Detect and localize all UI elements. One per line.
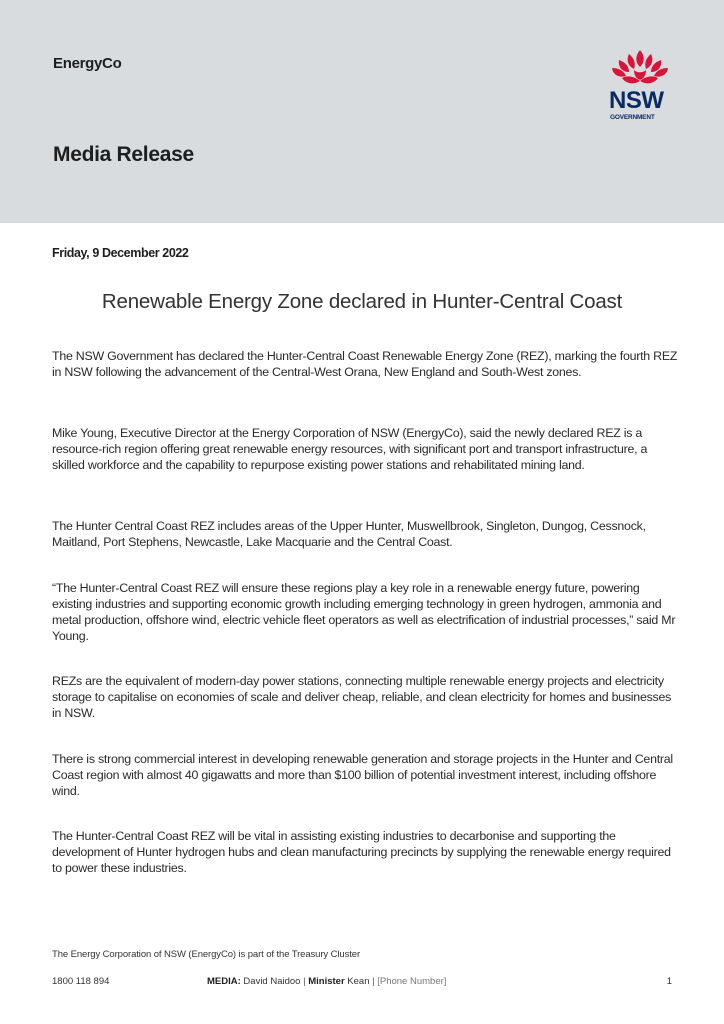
paragraph: REZs are the equivalent of modern-day power stations, connecting multiple renewable energy projects and electricity storage to capitalise on economies of scale and deliver cheap, reliable, and clean electricity for homes and businesses in NSW. <box>52 674 672 720</box>
logo-text: NSW <box>609 87 664 114</box>
media-contact: David Naidoo <box>243 976 301 987</box>
header-banner <box>0 0 724 223</box>
media-contact-line <box>207 976 446 987</box>
nsw-government-logo <box>604 48 676 128</box>
release-date: Friday, 9 December 2022 <box>52 246 189 260</box>
paragraph: There is strong commercial interest in developing renewable generation and storage projects in the Hunter and Central Coast region with almost 40 gigawatts and more than $100 billion of potential investment interest, including offshore wind. <box>52 752 673 798</box>
phone-placeholder: [Phone Number] <box>377 976 447 987</box>
paragraph: Mike Young, Executive Director at the Energy Corporation of NSW (EnergyCo), said the newly declared REZ is a resource-rich region offering great renewable energy resources, with significant port and transport infrastructure, a skilled workforce and the capability to repurpose existing power stations and rehabilitated mining land. <box>52 426 648 472</box>
org-name: EnergyCo <box>53 55 122 72</box>
paragraph: The Hunter-Central Coast REZ will be vital in assisting existing industries to decarbonise and supporting the development of Hunter hydrogen hubs and clean manufacturing precincts by supplying the renewable energy required to power these industries. <box>52 829 671 875</box>
separator: | <box>372 976 375 987</box>
headline: Renewable Energy Zone declared in Hunter-Central Coast <box>101 290 623 313</box>
footer-phone: 1800 118 894 <box>52 976 110 987</box>
separator: | <box>303 976 306 987</box>
paragraph: The Hunter Central Coast REZ includes areas of the Upper Hunter, Muswellbrook, Singleton, Dungog, Cessnock, Maitland, Port Stephens, Newcastle, Lake Macquarie and the Central Coast. <box>52 519 646 549</box>
page-number: 1 <box>666 976 672 987</box>
release-type: Media Release <box>53 143 194 166</box>
minister-name: Kean <box>347 976 370 987</box>
logo-subtext: GOVERNMENT <box>610 114 655 121</box>
footer-note: The Energy Corporation of NSW (EnergyCo) is part of the Treasury Cluster <box>52 949 361 960</box>
minister-label: Minister <box>308 976 345 987</box>
waratah-icon <box>604 48 676 92</box>
paragraph: “The Hunter-Central Coast REZ will ensure these regions play a key role in a renewable energy future, powering existing industries and supporting economic growth including emerging technology in green hydrogen, ammonia and metal production, offshore wind, electric vehicle fleet operators as well as electrification of industrial processes,” said Mr Young. <box>52 581 676 643</box>
paragraph: The NSW Government has declared the Hunter-Central Coast Renewable Energy Zone (REZ), marking the fourth REZ in NSW following the advancement of the Central-West Orana, New England and South-West zones. <box>52 349 678 379</box>
media-label: MEDIA: <box>207 976 241 987</box>
